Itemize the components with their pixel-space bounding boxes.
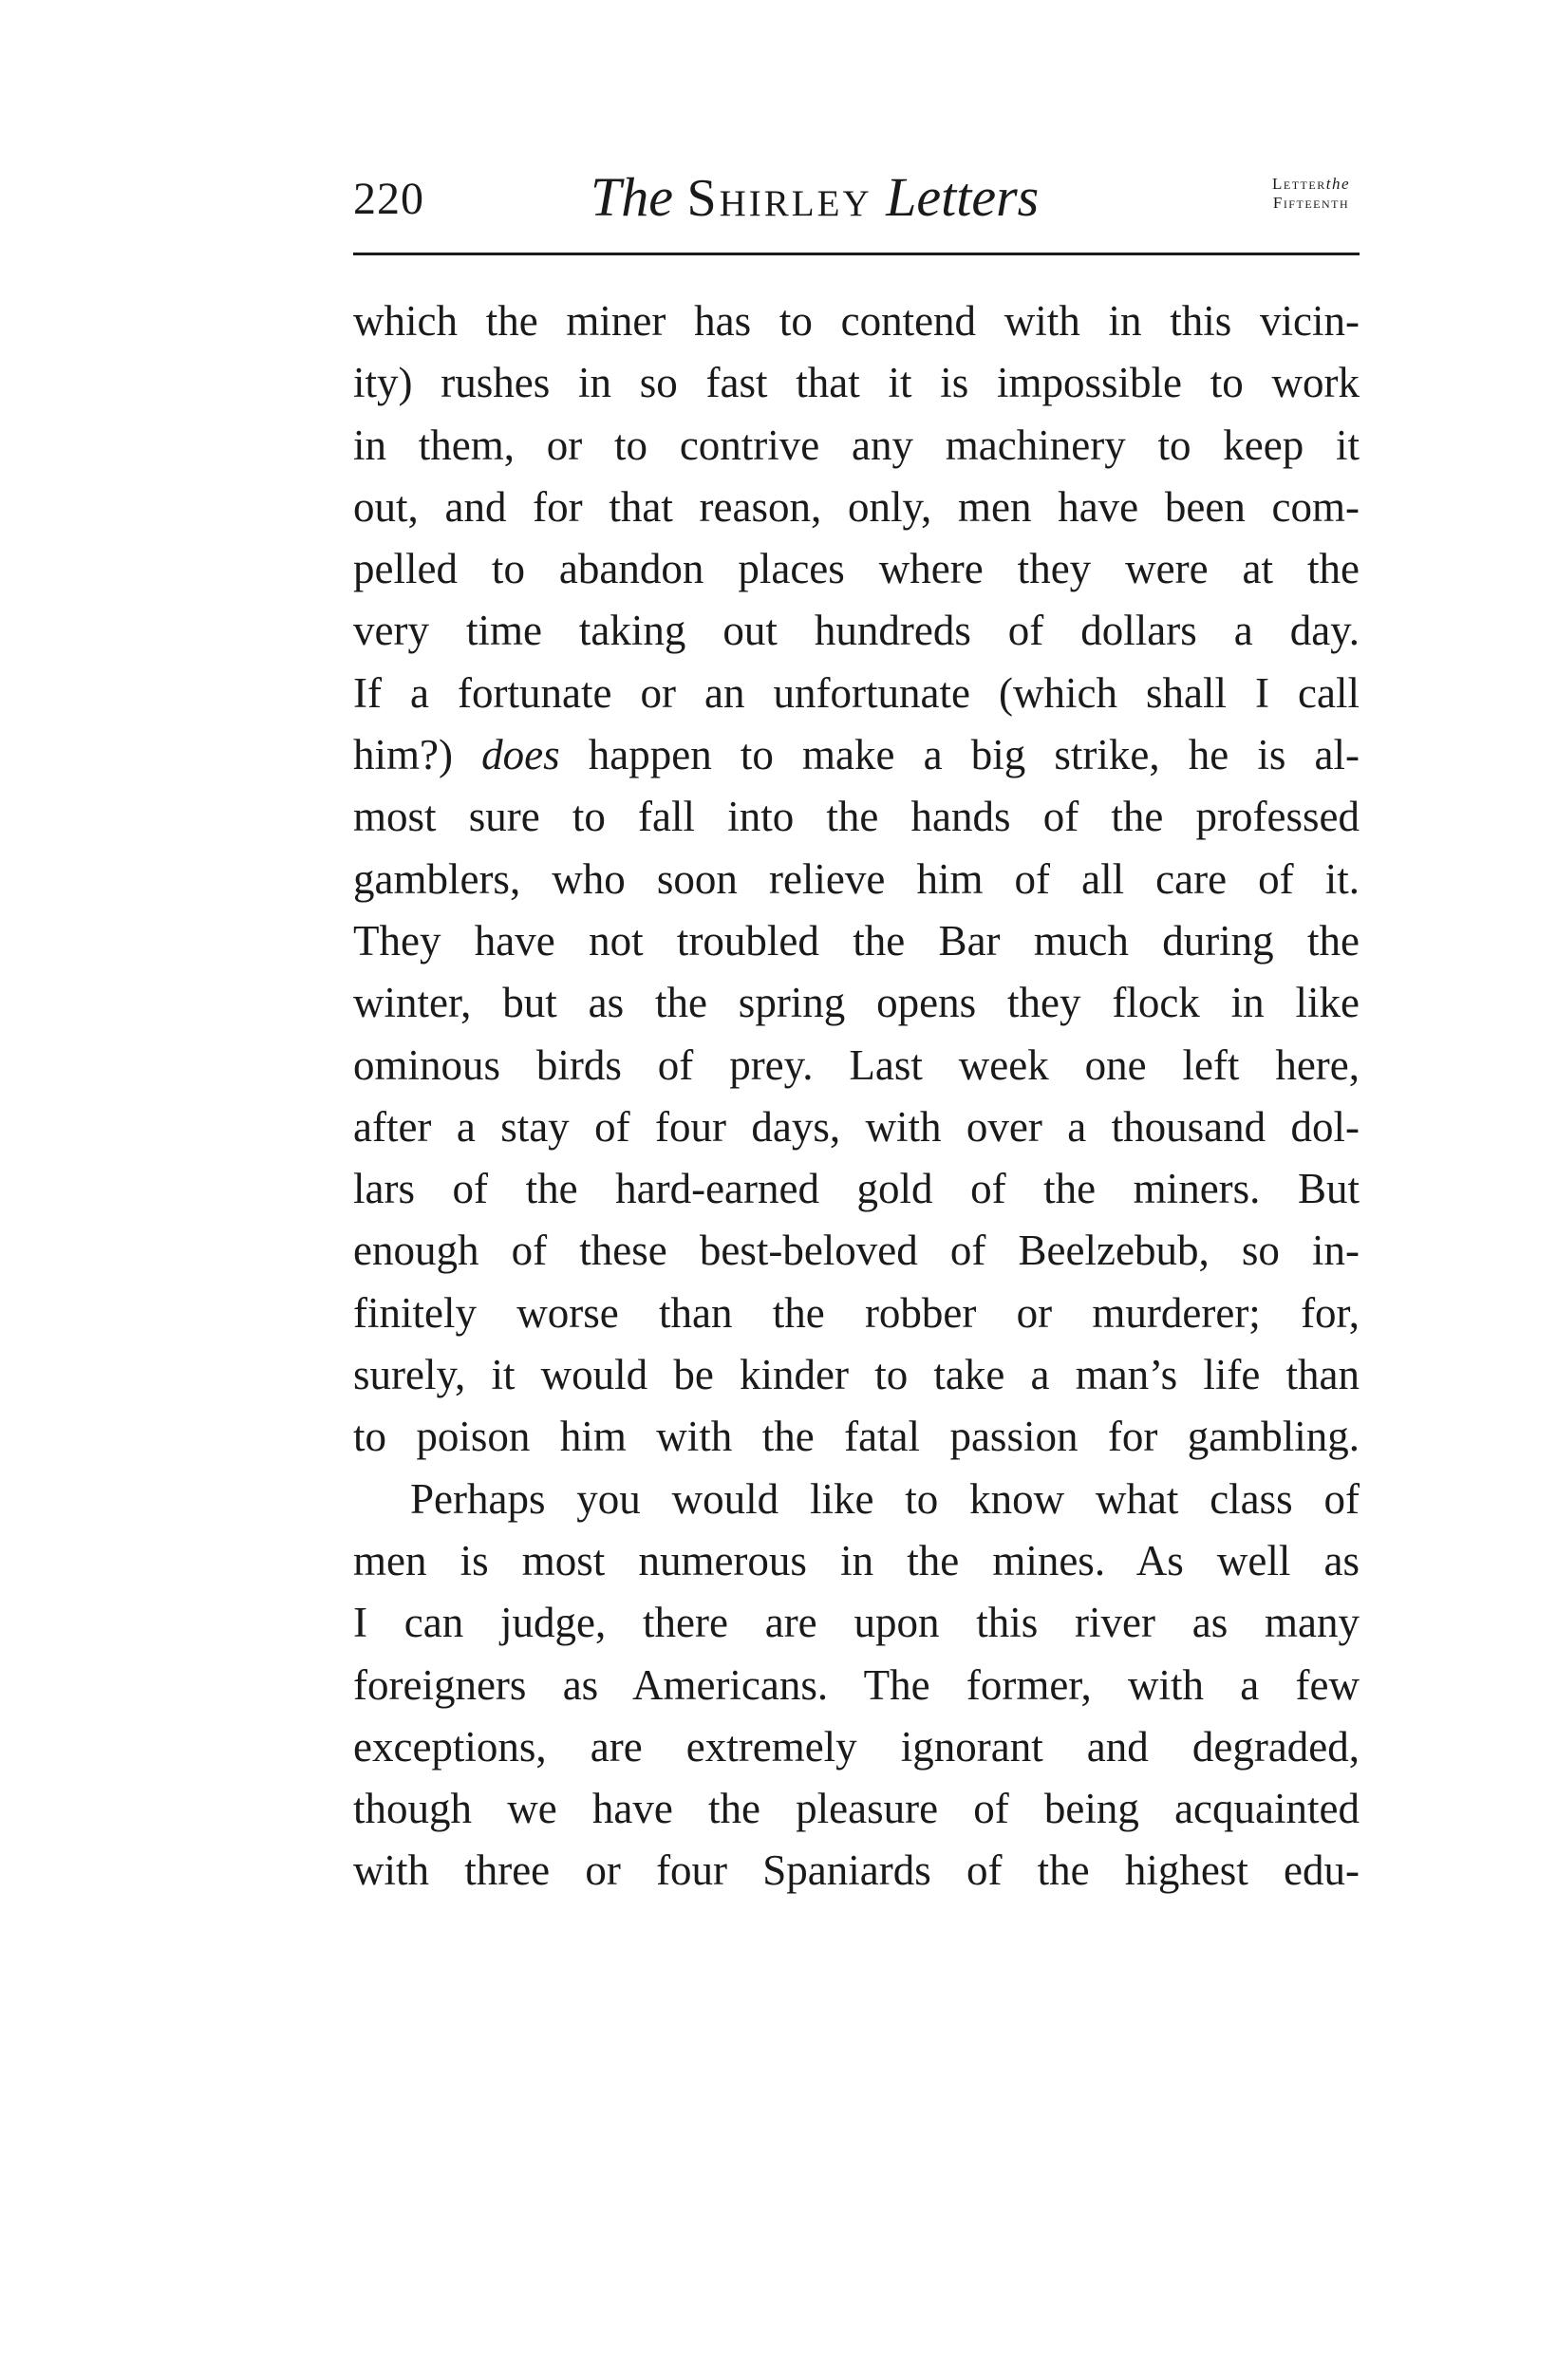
text-line: finitely worse than the robber or murderer; for, <box>353 1288 1360 1337</box>
text-line: surely, it would be kinder to take a man’s life than <box>353 1351 1360 1399</box>
text-line: in them, or to contrive any machinery to keep it <box>353 421 1360 469</box>
letter-marker-word: Letter <box>1272 175 1326 193</box>
text-segment: him?) <box>353 731 453 779</box>
running-header <box>353 161 1360 237</box>
text-line: which the miner has to contend with in this vicin- <box>353 297 1360 345</box>
title-shirley: Shirley <box>686 169 872 228</box>
text-line: out, and for that reason, only, men have been com- <box>353 482 1360 531</box>
italic-word: does <box>481 731 560 779</box>
title-letters: Letters <box>886 166 1040 228</box>
text-line: If a fortunate or an unfortunate (which shall I call <box>353 668 1360 717</box>
text-line: most sure to fall into the hands of the professed <box>353 793 1360 841</box>
text-line: I can judge, there are upon this river as many <box>353 1599 1360 1647</box>
letter-marker-number: Fifteenth <box>1272 194 1350 212</box>
text-line: with three or four Spaniards of the highest edu- <box>353 1846 1360 1895</box>
text-line: after a stay of four days, with over a thousand dol- <box>353 1102 1360 1151</box>
text-line <box>353 724 1360 786</box>
text-line: enough of these best-beloved of Beelzebub, so in- <box>353 1227 1360 1275</box>
text-line: They have not troubled the Bar much during the <box>353 916 1360 965</box>
text-line: though we have the pleasure of being acquainted <box>353 1785 1360 1833</box>
text-line: pelled to abandon places where they were at the <box>353 545 1360 593</box>
title-the: The <box>591 166 673 228</box>
running-title <box>591 165 1039 229</box>
letter-marker <box>1272 175 1350 213</box>
text-line: ominous birds of prey. Last week one left here, <box>353 1040 1360 1089</box>
text-line: very time taking out hundreds of dollars a day. <box>353 607 1360 655</box>
letter-marker-the: the <box>1325 175 1350 193</box>
text-line: foreigners as Americans. The former, with a few <box>353 1660 1360 1709</box>
text-line: Perhaps you would like to know what class of <box>410 1474 1360 1523</box>
text-segment: happen to make a big strike, he is al- <box>588 731 1360 779</box>
text-line: winter, but as the spring opens they flock in like <box>353 979 1360 1027</box>
text-line: men is most numerous in the mines. As well as <box>353 1536 1360 1584</box>
text-line: gamblers, who soon relieve him of all care of it. <box>353 854 1360 903</box>
text-line: lars of the hard-earned gold of the miners. But <box>353 1165 1360 1213</box>
body-text <box>353 290 1360 1902</box>
text-line: exceptions, are extremely ignorant and degraded, <box>353 1722 1360 1771</box>
page-number: 220 <box>353 174 424 224</box>
text-line: ity) rushes in so fast that it is impossible to work <box>353 359 1360 407</box>
header-rule <box>353 253 1360 255</box>
text-line: to poison him with the fatal passion for gambling. <box>353 1413 1360 1461</box>
